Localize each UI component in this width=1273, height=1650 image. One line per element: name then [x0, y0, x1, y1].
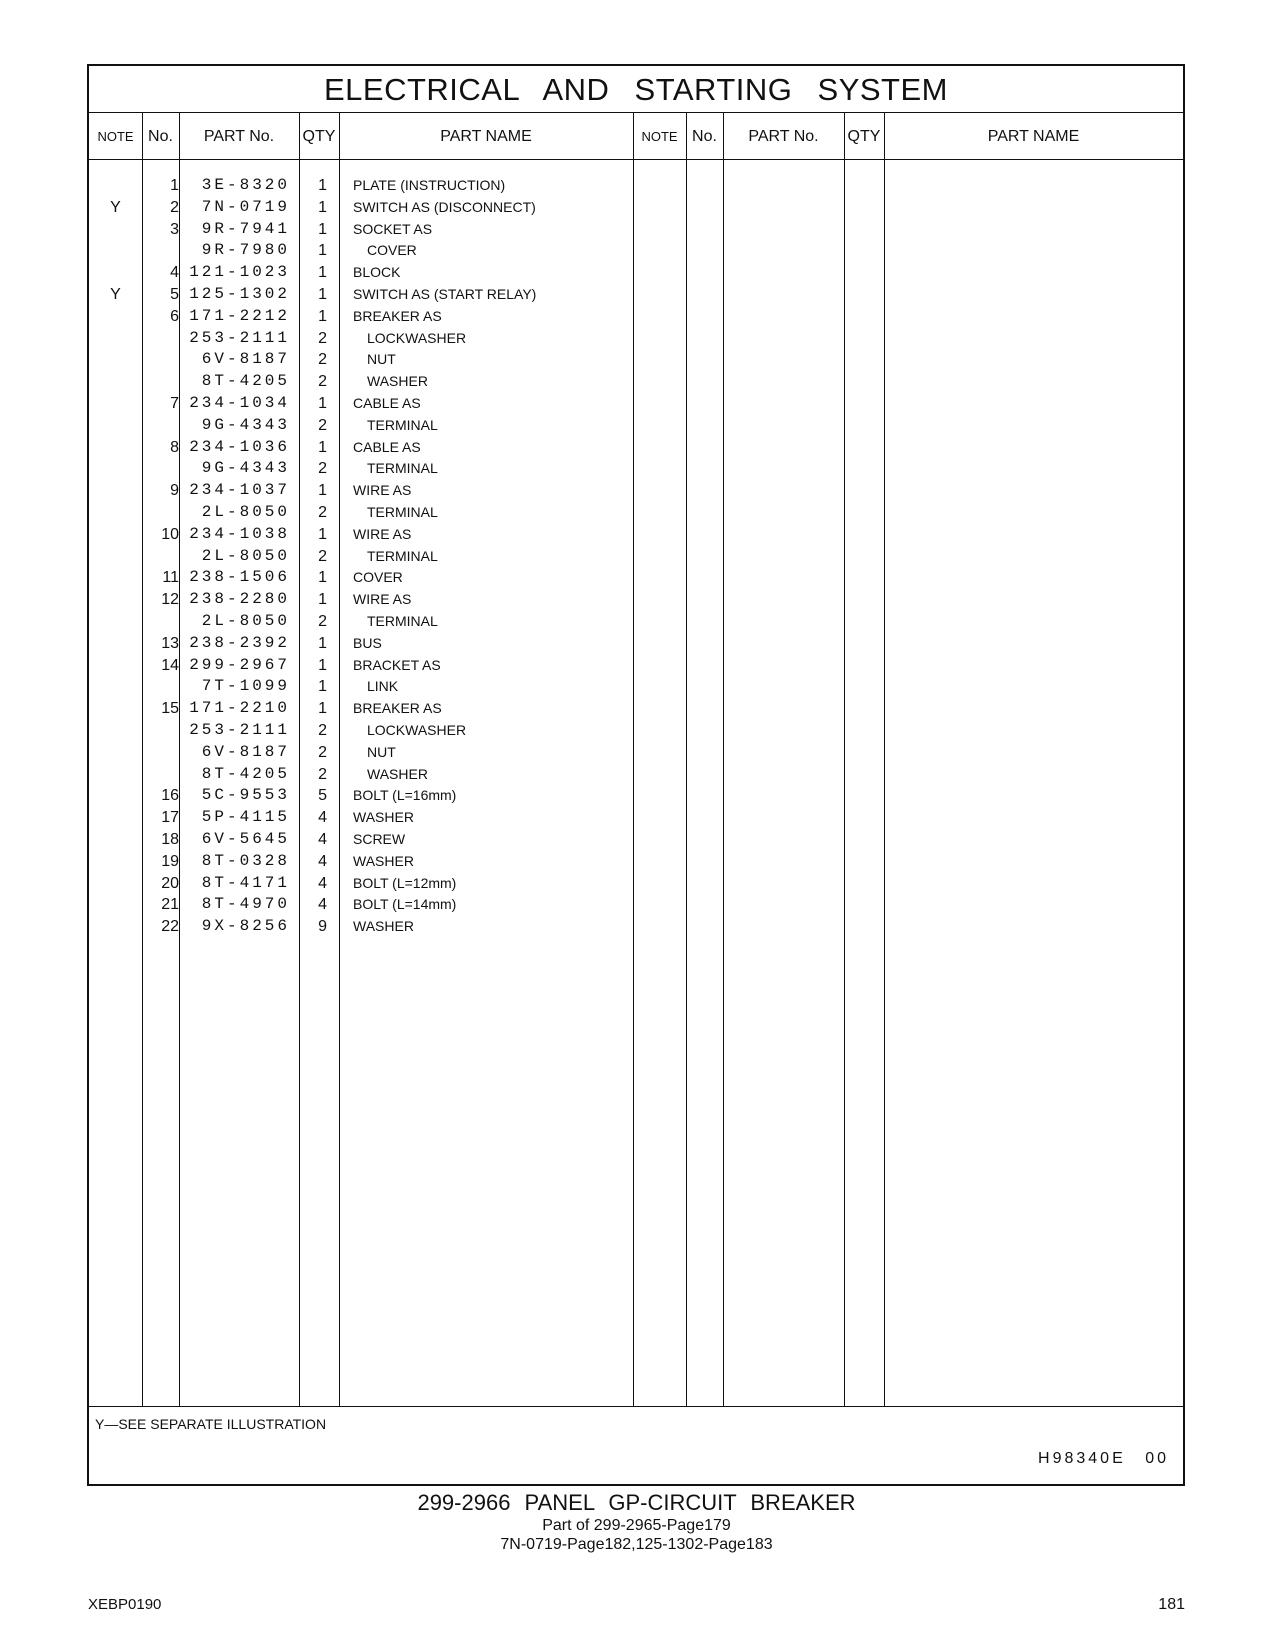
cell-part-number: 9G-4343: [201, 459, 290, 478]
cell-part-number: 9R-7941: [201, 219, 290, 238]
cell-quantity: 1: [318, 569, 327, 587]
col-header-qty-left: QTY: [299, 113, 339, 160]
cell-item-number: 7: [170, 395, 179, 412]
cell-quantity: 2: [318, 547, 327, 565]
cell-part-number: 9R-7980: [201, 241, 290, 260]
cell-quantity: 2: [318, 373, 327, 391]
cell-quantity: 9: [318, 918, 327, 936]
cell-part-number: 6V-8187: [201, 742, 290, 761]
cell-part-number: 125-1302: [189, 285, 290, 303]
table-row: [89, 501, 1183, 524]
table-row: [89, 414, 1183, 437]
table-row: [89, 196, 1183, 219]
cell-part-number: 6V-5645: [201, 830, 290, 848]
cell-part-number: 6V-8187: [201, 350, 290, 369]
cell-part-name: BOLT (L=12mm): [353, 874, 457, 891]
col-header-partno-right: PART No.: [723, 113, 844, 160]
cell-part-name: BLOCK: [353, 264, 401, 281]
cell-part-name: WIRE AS: [353, 525, 412, 542]
cell-quantity: 4: [318, 874, 327, 892]
table-row: [89, 719, 1183, 742]
cell-item-number: 14: [161, 656, 179, 674]
table-row: [89, 348, 1183, 371]
cell-part-name: BOLT (L=16mm): [353, 787, 457, 804]
table-row: [89, 850, 1183, 873]
col-header-qty-right: QTY: [844, 113, 884, 160]
table-row: [89, 588, 1183, 611]
cell-part-number: 238-2280: [189, 590, 290, 609]
cell-quantity: 2: [318, 765, 327, 783]
table-row: [89, 327, 1183, 350]
table-row: [89, 479, 1183, 502]
cell-quantity: 1: [318, 242, 327, 260]
parts-table-frame: [87, 64, 1185, 1486]
col-header-partname-left: PART NAME: [339, 113, 633, 160]
table-row: [89, 872, 1183, 895]
cell-part-name: WIRE AS: [353, 482, 412, 499]
cell-quantity: 4: [318, 831, 327, 848]
cell-item-number: 18: [161, 831, 179, 848]
cell-part-name: NUT: [367, 351, 396, 368]
table-row: [89, 370, 1183, 393]
cell-quantity: 4: [318, 896, 327, 914]
table-row: [89, 218, 1183, 241]
cell-quantity: 2: [318, 613, 327, 630]
section-title: ELECTRICAL AND STARTING SYSTEM: [89, 66, 1183, 113]
cell-item-number: 22: [161, 918, 179, 936]
col-header-note-right: NOTE: [633, 113, 686, 160]
cell-part-number: 2L-8050: [201, 546, 290, 565]
cell-part-name: TERMINAL: [367, 416, 438, 433]
table-row: [89, 305, 1183, 328]
cell-part-number: 2L-8050: [201, 612, 290, 630]
cell-item-number: 10: [161, 525, 179, 543]
table-row: [89, 174, 1183, 197]
cell-item-number: 9: [170, 482, 179, 500]
cell-part-name: WIRE AS: [353, 591, 412, 608]
cell-quantity: 1: [318, 307, 327, 325]
cell-quantity: 2: [318, 722, 327, 739]
table-row: [89, 566, 1183, 589]
cell-item-number: 3: [170, 220, 179, 238]
cell-part-number: 234-1034: [189, 394, 290, 412]
table-body-bottom-rule: [89, 1406, 1183, 1407]
cell-part-name: TERMINAL: [367, 613, 438, 629]
cell-quantity: 1: [318, 198, 327, 216]
col-header-note-left: NOTE: [89, 113, 142, 160]
cell-quantity: 1: [318, 177, 327, 194]
cell-part-number: 234-1038: [189, 524, 290, 543]
cell-part-number: 8T-4205: [201, 764, 290, 783]
cell-quantity: 2: [318, 460, 327, 478]
cell-part-number: 171-2212: [189, 306, 290, 325]
cell-item-number: 19: [161, 852, 179, 870]
cell-part-number: 299-2967: [189, 655, 290, 674]
cell-part-name: BOLT (L=14mm): [353, 896, 457, 913]
cell-part-number: 8T-4970: [201, 895, 290, 914]
cell-item-number: 6: [170, 307, 179, 325]
table-row: [89, 545, 1183, 568]
cell-quantity: 2: [318, 329, 327, 347]
cell-quantity: 1: [318, 220, 327, 238]
table-row: [89, 654, 1183, 677]
cell-quantity: 4: [318, 809, 327, 827]
table-row: [89, 436, 1183, 459]
cell-part-name: SWITCH AS (DISCONNECT): [353, 198, 536, 215]
cell-item-number: 8: [170, 438, 179, 456]
cell-part-name: WASHER: [353, 918, 414, 935]
cell-part-number: 8T-0328: [201, 851, 290, 870]
cell-quantity: 1: [318, 591, 327, 609]
cell-quantity: 1: [318, 700, 327, 718]
cell-part-number: 238-1506: [189, 568, 290, 587]
cell-part-number: 7N-0719: [201, 197, 290, 216]
table-row: [89, 610, 1183, 633]
cell-part-number: 234-1036: [189, 437, 290, 456]
cell-quantity: 1: [318, 482, 327, 500]
cell-part-name: SWITCH AS (START RELAY): [353, 286, 537, 302]
table-row: [89, 632, 1183, 655]
cell-part-number: 8T-4171: [201, 873, 290, 892]
cell-part-number: 9G-4343: [201, 415, 290, 434]
cell-part-name: CABLE AS: [353, 438, 421, 455]
cell-part-number: 5P-4115: [201, 808, 290, 827]
cell-part-name: LOCKWASHER: [367, 329, 467, 346]
table-row: [89, 523, 1183, 546]
table-row: [89, 915, 1183, 938]
cell-item-number: 12: [161, 591, 179, 609]
cell-part-name: BREAKER AS: [353, 700, 442, 717]
cell-part-name: SOCKET AS: [353, 220, 433, 237]
cell-part-name: LOCKWASHER: [367, 722, 467, 738]
table-row: [89, 283, 1183, 306]
col-header-no-left: No.: [142, 113, 179, 160]
cell-quantity: 4: [318, 852, 327, 870]
cell-part-number: 171-2210: [189, 699, 290, 718]
cell-part-name: BRACKET AS: [353, 656, 441, 673]
cell-item-number: 16: [161, 787, 179, 805]
cell-quantity: 2: [318, 743, 327, 761]
col-header-no-right: No.: [686, 113, 723, 160]
cell-part-number: 7T-1099: [201, 677, 290, 696]
cell-part-number: 2L-8050: [201, 503, 290, 521]
cell-quantity: 1: [318, 656, 327, 674]
cell-part-name: WASHER: [367, 765, 428, 782]
table-row: [89, 741, 1183, 764]
cell-quantity: 5: [318, 787, 327, 805]
cell-part-number: 8T-4205: [201, 372, 290, 391]
cell-part-number: 9X-8256: [201, 917, 290, 936]
table-row: [89, 828, 1183, 851]
cell-item-number: 5: [170, 286, 179, 303]
cell-item-number: 13: [161, 634, 179, 652]
cell-note: Y: [110, 198, 121, 216]
cell-part-name: WASHER: [353, 809, 414, 826]
col-header-partno-left: PART No.: [179, 113, 299, 160]
footnote: Y—SEE SEPARATE ILLUSTRATION: [95, 1416, 327, 1432]
cell-quantity: 2: [318, 504, 327, 521]
cell-part-name: BUS: [353, 634, 382, 651]
cell-part-number: 234-1037: [189, 481, 290, 500]
cell-part-name: TERMINAL: [367, 504, 438, 520]
cell-quantity: 1: [318, 438, 327, 456]
cell-part-number: 253-2111: [189, 721, 290, 739]
cell-part-number: 253-2111: [189, 328, 290, 347]
cell-quantity: 1: [318, 634, 327, 652]
table-row: [89, 763, 1183, 786]
figure-caption: [0, 1490, 1273, 1554]
table-row: [89, 806, 1183, 829]
cell-item-number: 4: [170, 264, 179, 282]
drawing-code: H98340E 00: [1038, 1450, 1169, 1467]
cell-part-name: WASHER: [367, 373, 428, 390]
cell-part-name: PLATE (INSTRUCTION): [353, 177, 506, 193]
cell-part-name: LINK: [367, 678, 399, 695]
cell-item-number: 1: [170, 177, 179, 194]
cell-part-name: SCREW: [353, 831, 406, 847]
cell-item-number: 20: [161, 874, 179, 892]
cell-part-name: BREAKER AS: [353, 307, 442, 324]
cell-quantity: 1: [318, 286, 327, 303]
cell-part-name: CABLE AS: [353, 395, 421, 411]
cell-item-number: 15: [161, 700, 179, 718]
cell-item-number: 2: [170, 198, 179, 216]
cell-part-name: COVER: [367, 242, 417, 259]
cell-part-number: 3E-8320: [201, 176, 290, 194]
table-row: [89, 784, 1183, 807]
cell-part-name: COVER: [353, 569, 403, 586]
page-number: 181: [1158, 1596, 1185, 1613]
cell-quantity: 1: [318, 525, 327, 543]
cell-part-name: WASHER: [353, 852, 414, 869]
document-id: XEBP0190: [88, 1596, 162, 1613]
cell-part-name: TERMINAL: [367, 547, 438, 564]
cell-quantity: 1: [318, 264, 327, 282]
cell-quantity: 2: [318, 416, 327, 434]
cell-item-number: 17: [161, 809, 179, 827]
cell-part-number: 238-2392: [189, 633, 290, 652]
caption-title: 299-2966 PANEL GP-CIRCUIT BREAKER: [417, 1490, 856, 1515]
cell-item-number: 21: [161, 896, 179, 914]
table-row: [89, 697, 1183, 720]
table-row: [89, 457, 1183, 480]
cell-quantity: 2: [318, 351, 327, 369]
cell-part-name: TERMINAL: [367, 460, 438, 477]
cell-item-number: 11: [162, 569, 179, 587]
cell-part-name: NUT: [367, 743, 396, 760]
caption-page-references: 7N-0719-Page182,125-1302-Page183: [500, 1536, 773, 1553]
cell-note: Y: [110, 286, 121, 303]
table-row: [89, 261, 1183, 284]
cell-quantity: 1: [318, 678, 327, 696]
table-row: [89, 675, 1183, 698]
cell-quantity: 1: [318, 395, 327, 412]
cell-part-number: 5C-9553: [201, 786, 290, 805]
table-row: [89, 239, 1183, 262]
table-row: [89, 893, 1183, 916]
col-header-partname-right: PART NAME: [884, 113, 1183, 160]
caption-parent-reference: Part of 299-2965-Page179: [542, 1517, 731, 1534]
table-row: [89, 392, 1183, 415]
cell-part-number: 121-1023: [189, 263, 290, 282]
